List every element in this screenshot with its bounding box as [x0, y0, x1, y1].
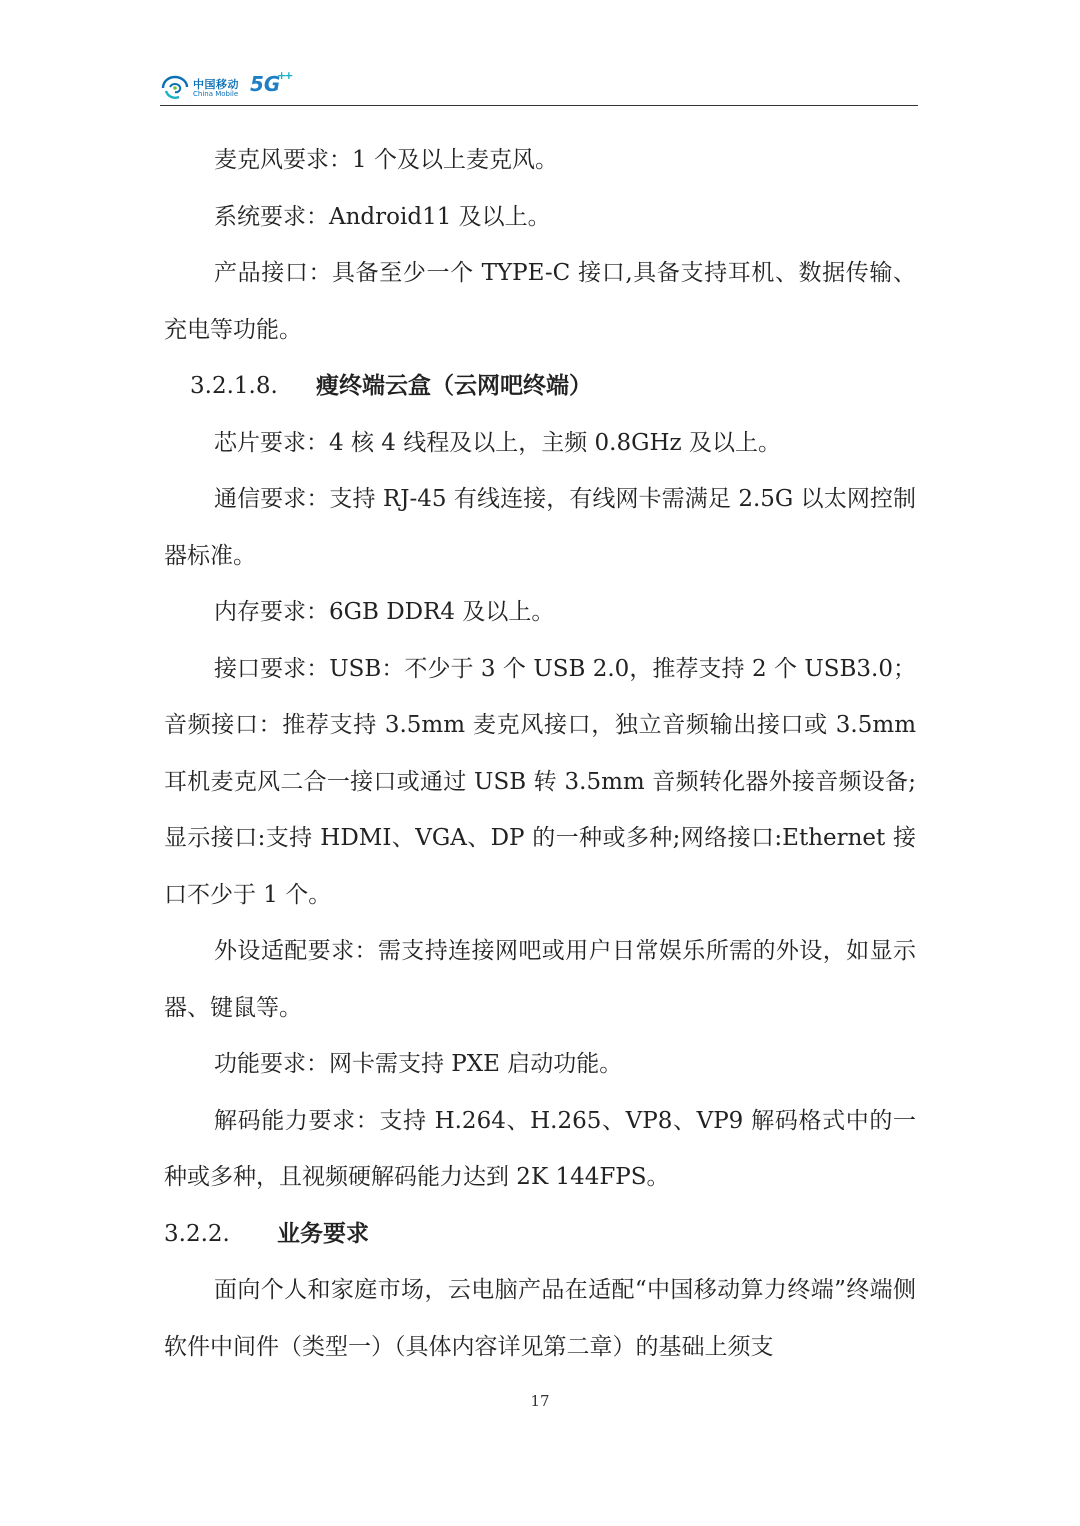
paragraph-interfaces: 接口要求：USB：不少于 3 个 USB 2.0，推荐支持 2 个 USB3.0；音频接口：推荐支持 3.5mm 麦克风接口，独立音频输出接口或 3.5mm 耳机麦克风二合一接口或通过 USB 转 3.5mm 音频转化器外接音频设备;显示接口:支持 HDMI、VGA、DP 的一种或多种;网络接口:Ethernet 接口不少于 1 个。: [164, 655, 916, 908]
logo-chinese-text: 中国移动: [193, 78, 239, 91]
section-heading-3-2-1-8: [164, 358, 916, 415]
paragraph-microphone: 麦克风要求：1 个及以上麦克风。: [214, 147, 558, 173]
header-rule: [160, 105, 918, 106]
paragraph-peripherals: 外设适配要求：需支持连接网吧或用户日常娱乐所需的外设，如显示器、键鼠等。: [164, 938, 916, 1021]
paragraph-system: 系统要求：Android11 及以上。: [214, 203, 551, 230]
paragraph-chip: 芯片要求：4 核 4 线程及以上，主频 0.8GHz 及以上。: [214, 429, 781, 456]
section-title: 瘦终端云盒（云网吧终端）: [316, 373, 592, 399]
section-number: 3.2.2.: [164, 1220, 230, 1247]
paragraph-decoding: 解码能力要求：支持 H.264、H.265、VP8、VP9 解码格式中的一种或多种，且视频硬解码能力达到 2K 144FPS。: [164, 1107, 916, 1190]
paragraph-business: 面向个人和家庭市场，云电脑产品在适配“中国移动算力终端”终端侧软件中间件（类型一）（具体内容详见第二章）的基础上须支: [164, 1277, 916, 1360]
logo-5g-text: 5G: [250, 72, 281, 96]
logo-plus-text: ++: [277, 69, 292, 82]
section-heading-3-2-2: [164, 1206, 916, 1263]
logo-english-text: China Mobile: [193, 90, 239, 98]
paragraph-communication: 通信要求：支持 RJ-45 有线连接，有线网卡需满足 2.5G 以太网控制器标准。: [164, 486, 916, 569]
china-mobile-logo-icon: [160, 74, 190, 102]
document-body: [164, 132, 916, 1375]
page-number: 17: [530, 1392, 550, 1410]
page-header: [160, 66, 918, 106]
paragraph-memory: 内存要求：6GB DDR4 及以上。: [214, 599, 555, 625]
section-title: 业务要求: [277, 1220, 369, 1247]
paragraph-product-interface: 产品接口：具备至少一个 TYPE-C 接口,具备支持耳机、数据传输、充电等功能。: [164, 260, 916, 343]
paragraph-function: 功能要求：网卡需支持 PXE 启动功能。: [214, 1051, 623, 1077]
section-number: 3.2.1.8.: [190, 373, 278, 399]
